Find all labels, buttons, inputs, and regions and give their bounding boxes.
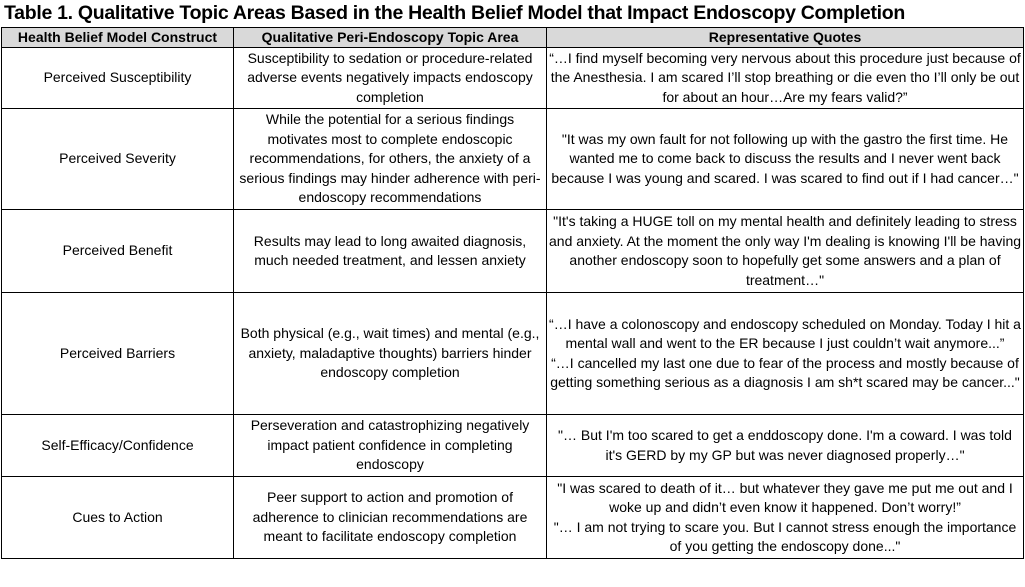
- quotes-cell: [547, 293, 1024, 415]
- quotes-cell: [547, 477, 1024, 559]
- construct-cell: Cues to Action: [2, 477, 234, 559]
- quote-text: "… But I'm too scared to get a enddoscopy done. I'm a coward. I was told it's GERD by my GP but was never diagnosed properly…": [558, 427, 1012, 463]
- construct-cell: Perceived Severity: [2, 109, 234, 210]
- table-row: [2, 293, 1024, 415]
- topic-cell: Peer support to action and promotion of adherence to clinician recommendations are meant to facilitate endoscopy completion: [234, 477, 547, 559]
- construct-cell: Perceived Barriers: [2, 293, 234, 415]
- quotes-cell: [547, 210, 1024, 293]
- health-belief-table: [1, 27, 1024, 559]
- quote-text: “…I have a colonoscopy and endoscopy scheduled on Monday. Today I hit a mental wall and went to the ER because I just couldn’t wait anymore...”: [549, 315, 1021, 351]
- table-row: [2, 415, 1024, 477]
- quote-text: "It was my own fault for not following up with the gastro the first time. He wanted me to come back to discuss the results and I never went back because I was young and scared. I was scared to find out if I had cancer…": [551, 130, 1019, 186]
- construct-cell: Self-Efficacy/Confidence: [2, 415, 234, 477]
- quote-text: “…I find myself becoming very nervous about this procedure just because of the Anesthesia. I am scared I’ll stop breathing or die even tho I’ll only be out for about an hour…Are my fears valid?”: [549, 49, 1021, 105]
- table-title: Table 1. Qualitative Topic Areas Based in the Health Belief Model that Impact Endoscopy Completion: [4, 2, 905, 24]
- table-row: [2, 109, 1024, 210]
- header-quotes: Representative Quotes: [547, 28, 1024, 48]
- construct-cell: Perceived Benefit: [2, 210, 234, 293]
- table-row: [2, 210, 1024, 293]
- topic-cell: Susceptibility to sedation or procedure-related adverse events negatively impacts endoscopy completion: [234, 48, 547, 109]
- table-row: [2, 477, 1024, 559]
- table-header-row: [2, 28, 1024, 48]
- quote-text: "… I am not trying to scare you. But I cannot stress enough the importance of you getting the endoscopy done...": [553, 518, 1017, 554]
- topic-cell: While the potential for a serious findings motivates most to complete endoscopic recommendations, for others, the anxiety of a serious findings may hinder adherence with peri-endoscopy recommendations: [234, 109, 547, 210]
- header-topic: Qualitative Peri-Endoscopy Topic Area: [234, 28, 547, 48]
- quote-text: "It's taking a HUGE toll on my mental health and definitely leading to stress and anxiety. At the moment the only way I'm dealing is knowing I'll be having another endoscopy soon to hopefully get some answers and a plan of treatment…": [549, 213, 1022, 288]
- quote-text: “…I cancelled my last one due to fear of the process and mostly because of getting something serious as a diagnosis I am sh*t scared may be cancer...": [550, 354, 1020, 390]
- header-construct: Health Belief Model Construct: [2, 28, 234, 48]
- quotes-cell: [547, 48, 1024, 109]
- quotes-cell: [547, 415, 1024, 477]
- topic-cell: Results may lead to long awaited diagnosis, much needed treatment, and lessen anxiety: [234, 210, 547, 293]
- topic-cell: Both physical (e.g., wait times) and mental (e.g., anxiety, maladaptive thoughts) barriers hinder endoscopy completion: [234, 293, 547, 415]
- table-row: [2, 48, 1024, 109]
- topic-cell: Perseveration and catastrophizing negatively impact patient confidence in completing endoscopy: [234, 415, 547, 477]
- construct-cell: Perceived Susceptibility: [2, 48, 234, 109]
- quote-text: "I was scared to death of it… but whatever they gave me put me out and I woke up and didn’t even know it happened. Don’t worry!”: [557, 479, 1013, 515]
- quotes-cell: [547, 109, 1024, 210]
